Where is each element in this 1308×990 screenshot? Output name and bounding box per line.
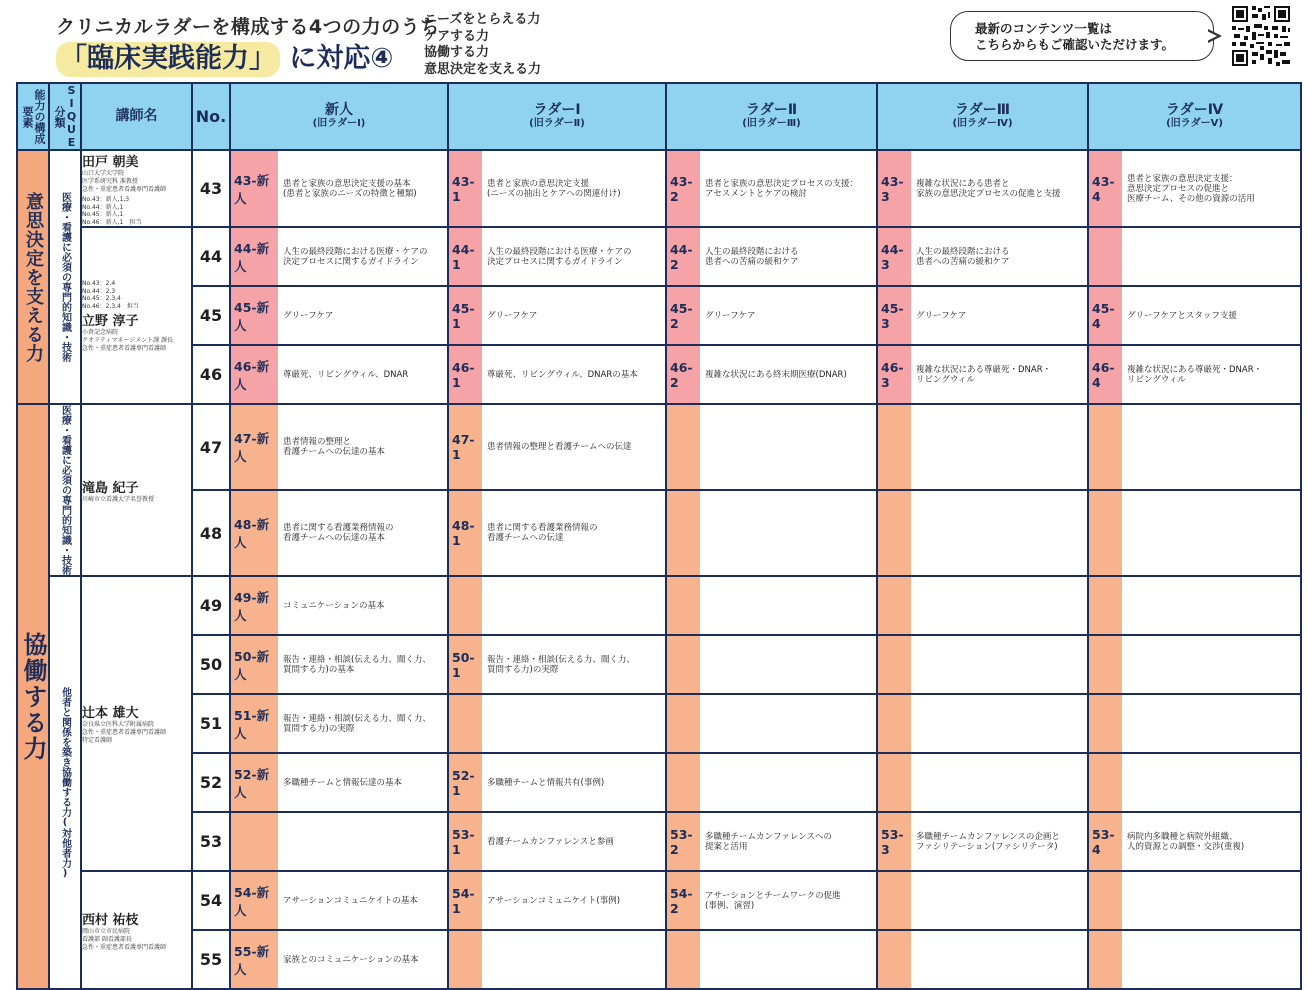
course-title: グリーフケア: [916, 310, 967, 321]
lecturer-affiliation: 川崎市立看護大学名誉教授: [82, 495, 155, 503]
course-code: 53-1: [449, 813, 482, 870]
course-code: 43-1: [449, 151, 482, 226]
course-cell: [448, 404, 666, 490]
lecturer-name: 西村 祐枝: [82, 912, 139, 928]
course-code: 53-4: [1089, 813, 1122, 870]
course-code: 54-2: [667, 872, 700, 929]
course-code: [878, 695, 911, 752]
course-cell: [448, 930, 666, 989]
lecturer-note: No.43：新人,1,3: [82, 196, 130, 203]
course-cell: [448, 871, 666, 930]
lecturer-note: No.45：2,3,4: [82, 295, 121, 302]
course-cell: [448, 490, 666, 576]
course-code: 43-4: [1089, 151, 1122, 226]
element-decision: [17, 150, 49, 404]
course-title: [482, 931, 665, 988]
category-expert-label: 医療・看護に必須の専門的知識・技術: [59, 192, 71, 362]
course-code: [1089, 754, 1122, 811]
callout-line1: 最新のコンテンツ一覧は: [975, 21, 1112, 36]
course-title: 報告・連絡・相談(伝える力、聞く力、 質問する力)の実際: [283, 713, 431, 734]
course-cell: [877, 490, 1088, 576]
course-code: 50-1: [449, 636, 482, 693]
forces-list: [424, 12, 541, 78]
table-row: [17, 150, 1301, 227]
lecturer-cell: [81, 871, 192, 989]
course-code: 51-新人: [231, 695, 278, 752]
course-cell: [1088, 812, 1301, 871]
course-cell: [230, 490, 448, 576]
element-collab: [17, 404, 49, 989]
course-cell: [877, 404, 1088, 490]
course-title: 人生の最終段階における医療・ケアの 決定プロセスに関するガイドライン: [487, 246, 632, 267]
course-cell: [1088, 286, 1301, 345]
course-code: 44-1: [449, 228, 482, 285]
row-number: 50: [192, 635, 230, 694]
course-cell: [1088, 576, 1301, 635]
course-title: [1122, 405, 1300, 489]
course-title: [700, 405, 876, 489]
course-code: [667, 695, 700, 752]
course-code: 44-3: [878, 228, 911, 285]
course-code: [667, 405, 700, 489]
course-code: [878, 872, 911, 929]
course-cell: [1088, 150, 1301, 227]
course-cell: [230, 345, 448, 404]
course-code: 45-2: [667, 287, 700, 344]
table-row: [17, 812, 1301, 871]
table-row: [17, 404, 1301, 490]
qr-code-icon[interactable]: [1230, 4, 1292, 68]
course-title: グリーフケア: [487, 310, 538, 321]
page-title-line2: [56, 36, 393, 75]
course-code: 52-1: [449, 754, 482, 811]
course-title: [1122, 636, 1300, 693]
table-header-row: [17, 83, 1301, 150]
course-code: [1089, 872, 1122, 929]
col-header-no: No.: [192, 83, 230, 150]
row-number: 52: [192, 753, 230, 812]
course-code: 44-新人: [231, 228, 278, 285]
course-cell: [1088, 930, 1301, 989]
course-title: 複雑な状況にある終末期医療(DNAR): [705, 369, 847, 380]
row-number: 47: [192, 404, 230, 490]
col-header-element: 能力の構成要素: [17, 83, 49, 150]
course-code: [449, 695, 482, 752]
col-header-sique: SIQUE分類: [49, 83, 81, 150]
course-cell: [666, 930, 877, 989]
col-header-level: ラダーⅠ (旧ラダーⅡ): [448, 83, 666, 150]
course-cell: [877, 930, 1088, 989]
course-cell: [666, 227, 877, 286]
lecturer-note: No.43：2,4: [82, 280, 116, 287]
lecturer-note: No.46：新人,1 担当: [82, 218, 142, 226]
course-code: [667, 491, 700, 575]
table-row: [17, 227, 1301, 286]
course-cell: [230, 871, 448, 930]
course-title: [1122, 872, 1300, 929]
row-number: 53: [192, 812, 230, 871]
course-code: [1089, 491, 1122, 575]
course-code: [1089, 695, 1122, 752]
course-title: 尊厳死、リビングウィル、DNAR: [283, 369, 409, 380]
course-title: [482, 695, 665, 752]
course-code: 54-1: [449, 872, 482, 929]
course-title: [278, 813, 447, 870]
course-code: 47-新人: [231, 405, 278, 489]
force-item: ケアする力: [424, 28, 490, 44]
course-title: 患者情報の整理と 看護チームへの伝達の基本: [283, 437, 386, 457]
course-code: 43-新人: [231, 151, 278, 226]
row-number: 54: [192, 871, 230, 930]
course-cell: [1088, 871, 1301, 930]
course-cell: [877, 753, 1088, 812]
course-title: 報告・連絡・相談(伝える力、聞く力、 質問する力)の実際: [487, 654, 635, 675]
course-cell: [1088, 404, 1301, 490]
course-cell: [230, 286, 448, 345]
course-cell: [666, 753, 877, 812]
course-cell: [1088, 490, 1301, 576]
course-cell: [1088, 753, 1301, 812]
course-code: [449, 931, 482, 988]
course-cell: [448, 227, 666, 286]
course-cell: [230, 694, 448, 753]
course-title: グリーフケアとスタッフ支援: [1127, 310, 1237, 321]
course-code: 43-3: [878, 151, 911, 226]
category-others: [49, 576, 81, 989]
course-title: アサーションとチームワークの促進 (事例、演習): [705, 890, 841, 911]
course-code: 49-新人: [231, 577, 278, 634]
course-cell: [877, 227, 1088, 286]
row-number: 49: [192, 576, 230, 635]
course-cell: [448, 345, 666, 404]
course-cell: [448, 694, 666, 753]
course-cell: [1088, 635, 1301, 694]
row-number: 51: [192, 694, 230, 753]
category-others-label: 他者と関係を築き協働する力(対他者力): [59, 686, 71, 879]
course-code: [1089, 636, 1122, 693]
course-code: 54-新人: [231, 872, 278, 929]
course-title: 多職種チームカンファレンスへの 提案と活用: [705, 831, 832, 852]
callout-line2: こちらからもご確認いただけます。: [975, 37, 1175, 52]
course-title: 複雑な状況にある患者と 家族の意思決定プロセスの促進と支援: [916, 178, 1061, 199]
course-code: 47-1: [449, 405, 482, 489]
ladder-table: [16, 82, 1302, 990]
course-title: [1122, 931, 1300, 988]
lecturer-cell: [81, 404, 192, 576]
lecturer-affiliation: 急性・重症患者看護専門看護師: [82, 186, 167, 193]
lecturer-affiliation: 急性・重症患者看護専門看護師: [82, 943, 167, 951]
course-title: 人生の最終段階における 患者への苦痛の緩和ケア: [705, 246, 799, 267]
course-cell: [877, 635, 1088, 694]
course-code: [878, 405, 911, 489]
course-code: 53-3: [878, 813, 911, 870]
col-header-lecturer: 講師名: [81, 83, 192, 150]
course-title: [911, 872, 1087, 929]
lecturer-name: 辻本 雄大: [82, 706, 139, 721]
course-title: 患者と家族の意思決定プロセスの支援： アセスメントとケアの検討: [705, 178, 859, 199]
course-code: 50-新人: [231, 636, 278, 693]
table-row: [17, 871, 1301, 930]
course-cell: [230, 635, 448, 694]
course-cell: [1088, 345, 1301, 404]
course-code: 45-新人: [231, 287, 278, 344]
table-row: [17, 635, 1301, 694]
course-code: [878, 636, 911, 693]
force-item: ニーズをとらえる力: [424, 12, 541, 27]
course-title: [700, 491, 876, 575]
course-title: [482, 577, 665, 634]
course-title: 患者情報の整理と看護チームへの伝達: [487, 442, 632, 452]
row-number: 44: [192, 227, 230, 286]
course-code: 46-新人: [231, 346, 278, 403]
course-cell: [230, 930, 448, 989]
course-cell: [448, 753, 666, 812]
lecturer-note: No.46：2,3,4 担当: [82, 302, 139, 310]
course-code: [231, 813, 278, 870]
course-code: [667, 577, 700, 634]
page-title-line1: クリニカルラダーを構成する4つの力のうち: [56, 16, 440, 38]
force-item: 意思決定を支える力: [424, 61, 542, 77]
course-cell: [448, 286, 666, 345]
course-cell: [877, 694, 1088, 753]
course-title: [911, 491, 1087, 575]
lecturer-name: 田戸 朝美: [82, 155, 139, 170]
course-code: 48-1: [449, 491, 482, 575]
course-title: グリーフケア: [283, 310, 334, 321]
lecturer-affiliation: 奈良県立医科大学附属病院: [82, 721, 155, 728]
table-row: [17, 490, 1301, 576]
course-title: [911, 695, 1087, 752]
table-row: [17, 576, 1301, 635]
page-title-suffix: に対応④: [289, 43, 394, 74]
course-cell: [448, 150, 666, 227]
course-cell: [448, 576, 666, 635]
course-code: 48-新人: [231, 491, 278, 575]
course-code: 46-1: [449, 346, 482, 403]
callout-tail-inner: [1207, 31, 1217, 41]
course-code: [667, 754, 700, 811]
course-title: 尊厳死、リビングウィル、DNARの基本: [487, 369, 638, 380]
lecturer-affiliation: 看護部 副看護部長: [82, 935, 132, 943]
course-cell: [230, 150, 448, 227]
course-code: 44-2: [667, 228, 700, 285]
row-number: 48: [192, 490, 230, 576]
lecturer-affiliation: 小倉記念病院: [82, 329, 119, 336]
course-code: 52-新人: [231, 754, 278, 811]
course-code: [1089, 577, 1122, 634]
force-item: 協働する力: [424, 45, 490, 60]
course-cell: [877, 576, 1088, 635]
category-expert: [49, 404, 81, 576]
course-code: [878, 577, 911, 634]
table-row: [17, 345, 1301, 404]
category-expert-label: 医療・看護に必須の専門的知識・技術: [59, 405, 71, 575]
course-title: 患者と家族の意思決定支援の基本 (患者と家族のニーズの特徴と種類): [283, 178, 417, 199]
course-cell: [877, 286, 1088, 345]
course-title: 家族とのコミュニケーションの基本: [283, 954, 419, 965]
course-title: [700, 695, 876, 752]
lecturer-affiliation: 特定看護師: [82, 737, 113, 744]
lecturer-affiliation: 医学系研究科 准教授: [82, 178, 138, 185]
course-code: 46-2: [667, 346, 700, 403]
lecturer-affiliation: クオリティマネージメント課 課長: [82, 337, 174, 344]
course-code: [878, 754, 911, 811]
course-cell: [666, 635, 877, 694]
course-title: 報告・連絡・相談(伝える力、聞く力、 質問する力)の基本: [283, 654, 431, 675]
course-code: [1089, 405, 1122, 489]
course-cell: [230, 576, 448, 635]
course-title: 患者に関する看護業務情報の 看護チームへの伝達: [487, 523, 598, 543]
course-cell: [666, 345, 877, 404]
course-cell: [230, 812, 448, 871]
lecturer-cell: [81, 150, 192, 227]
course-title: 人生の最終段階における 患者への苦痛の緩和ケア: [916, 246, 1010, 267]
lecturer-cell: [81, 576, 192, 871]
course-cell: [230, 227, 448, 286]
course-title: 複雑な状況にある尊厳死・DNAR・ リビングウィル: [916, 364, 1052, 385]
course-title: [1122, 491, 1300, 575]
row-number: 55: [192, 930, 230, 989]
lecturer-note: No.44：2,3: [82, 287, 116, 295]
course-code: [878, 491, 911, 575]
lecturer-affiliation: 急性・重症患者看護専門看護師: [82, 729, 167, 736]
lecturer-affiliation: 岡山市立市民病院: [82, 927, 131, 935]
course-cell: [666, 812, 877, 871]
category-expert: [49, 150, 81, 404]
course-title: 複雑な状況にある尊厳死・DNAR・ リビングウィル: [1127, 364, 1263, 385]
course-title: [1122, 577, 1300, 634]
row-number: 43: [192, 150, 230, 227]
course-title: [911, 754, 1087, 811]
col-header-level: ラダーⅢ (旧ラダーⅣ): [877, 83, 1088, 150]
lecturer-note: No.44：新人,1: [82, 203, 124, 211]
page-title-highlight: 「臨床実践能力」: [56, 42, 280, 77]
course-code: 45-3: [878, 287, 911, 344]
course-code: [667, 931, 700, 988]
course-title: [911, 405, 1087, 489]
course-title: 多職種チームと情報共有(事例): [487, 777, 605, 788]
lecturer-affiliation: 急性・重症患者看護専門看護師: [82, 345, 167, 352]
table-row: [17, 753, 1301, 812]
table-row: [17, 930, 1301, 989]
course-cell: [448, 635, 666, 694]
course-code: 55-新人: [231, 931, 278, 988]
course-title: [1122, 695, 1300, 752]
course-code: 46-3: [878, 346, 911, 403]
course-title: 看護チームカンファレンスと参画: [487, 836, 614, 847]
row-number: 46: [192, 345, 230, 404]
course-code: [667, 636, 700, 693]
course-cell: [877, 871, 1088, 930]
course-title: 多職種チームと情報伝達の基本: [283, 777, 403, 788]
lecturer-name: 滝島 紀子: [82, 480, 139, 496]
table-row: [17, 694, 1301, 753]
course-cell: [1088, 227, 1301, 286]
course-code: [1089, 931, 1122, 988]
course-cell: [666, 404, 877, 490]
course-code: [878, 931, 911, 988]
course-title: [700, 754, 876, 811]
course-code: 45-1: [449, 287, 482, 344]
course-title: コミュニケーションの基本: [283, 600, 385, 611]
course-title: グリーフケア: [705, 310, 756, 321]
course-title: [700, 577, 876, 634]
course-cell: [666, 490, 877, 576]
page-header: [0, 0, 1308, 82]
course-code: 43-2: [667, 151, 700, 226]
course-title: [700, 931, 876, 988]
course-title: [911, 931, 1087, 988]
course-code: 45-4: [1089, 287, 1122, 344]
course-cell: [230, 753, 448, 812]
col-header-level: ラダーⅡ (旧ラダーⅢ): [666, 83, 877, 150]
course-cell: [877, 150, 1088, 227]
col-header-level: 新人 (旧ラダーⅠ): [230, 83, 448, 150]
course-title: 患者と家族の意思決定支援： 意思決定プロセスの促進と 医療チーム、その他の資源の活用: [1127, 173, 1255, 204]
course-title: [1122, 228, 1300, 285]
course-title: [1122, 754, 1300, 811]
course-cell: [666, 286, 877, 345]
course-cell: [666, 871, 877, 930]
course-code: 46-4: [1089, 346, 1122, 403]
course-cell: [1088, 694, 1301, 753]
course-title: 患者と家族の意思決定支援 (ニーズの抽出とケアへの関連付け): [487, 178, 621, 199]
course-cell: [666, 694, 877, 753]
course-code: [449, 577, 482, 634]
course-cell: [666, 576, 877, 635]
course-cell: [877, 345, 1088, 404]
course-title: 病院内多職種と病院外組織、 人的資源との調整・交渉(重複): [1127, 831, 1245, 852]
row-number: 45: [192, 286, 230, 345]
course-title: [911, 636, 1087, 693]
lecturer-cell: [81, 227, 192, 404]
course-code: [1089, 228, 1122, 285]
course-cell: [877, 812, 1088, 871]
col-header-level: ラダーⅣ (旧ラダーⅤ): [1088, 83, 1301, 150]
course-title: [911, 577, 1087, 634]
lecturer-name: 立野 淳子: [82, 314, 139, 329]
element-decision-label: 意思決定を支える力: [23, 191, 44, 363]
course-cell: [230, 404, 448, 490]
course-title: 人生の最終段階における医療・ケアの 決定プロセスに関するガイドライン: [283, 246, 428, 267]
element-collab-label: 協働する力: [19, 631, 47, 762]
course-code: 53-2: [667, 813, 700, 870]
course-title: 患者に関する看護業務情報の 看護チームへの伝達の基本: [283, 523, 394, 543]
table-row: [17, 286, 1301, 345]
contents-callout: [950, 11, 1214, 61]
course-cell: [666, 150, 877, 227]
course-title: 多職種チームカンファレンスの企画と ファシリテーション(ファシリテータ): [916, 831, 1060, 852]
course-title: アサーションコミュニケイト(事例): [487, 895, 621, 906]
course-title: アサーションコミュニケイトの基本: [283, 895, 418, 906]
lecturer-affiliation: 山口大学大学院: [82, 170, 125, 177]
lecturer-note: No.45：新人,1: [82, 211, 124, 218]
course-cell: [448, 812, 666, 871]
course-title: [700, 636, 876, 693]
